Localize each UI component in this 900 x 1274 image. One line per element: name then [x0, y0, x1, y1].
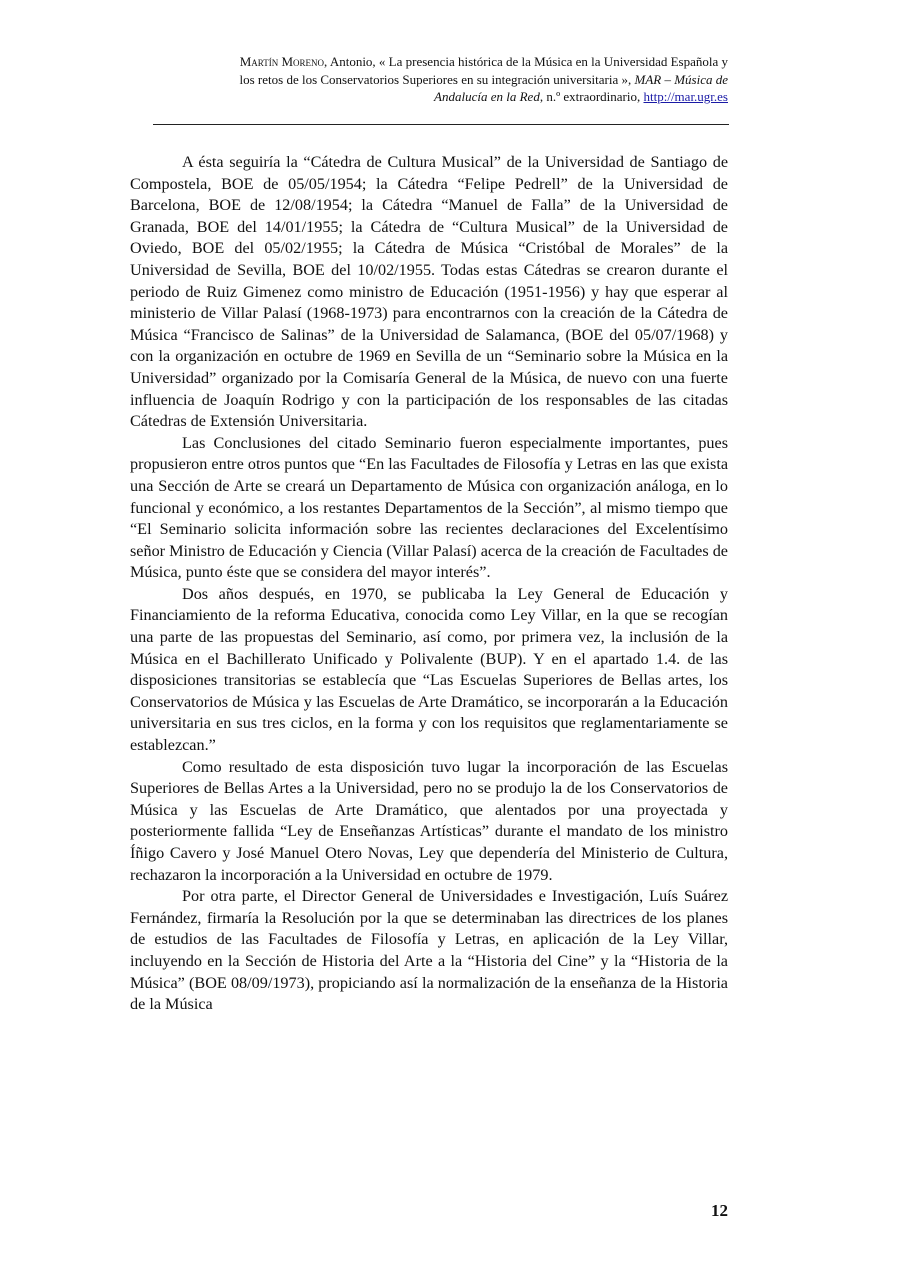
- header-url-link[interactable]: http://mar.ugr.es: [643, 89, 728, 104]
- body-text: [130, 152, 728, 1016]
- header-issue: , n.º extraordinario,: [539, 89, 644, 104]
- paragraph: Dos años después, en 1970, se publicaba la Ley General de Educación y Financiamiento de la reforma Educativa, conocida como Ley Villar, en la que se recogían una parte de las propuestas del Seminario, así como, por primera vez, la inclusión de la Música en el Bachillerato Unificado y Polivalente (BUP). Y en el apartado 1.4. de las disposiciones transitorias se establecía que “Las Escuelas Superiores de Bellas artes, los Conservatorios de Música y las Escuelas de Arte Dramático, se incorporarán a la Educación universitaria en sus tres ciclos, en la forma y con los requisitos que reglamentariamente se establezcan.”: [130, 584, 728, 755]
- paragraph: A ésta seguiría la “Cátedra de Cultura Musical” de la Universidad de Santiago de Compostela, BOE de 05/05/1954; la Cátedra “Felipe Pedrell” de la Universidad de Barcelona, BOE de 12/08/1954; la Cátedra “Manuel de Falla” de la Universidad de Granada, BOE del 14/01/1955; la Cátedra de “Cultura Musical” de la Universidad de Oviedo, BOE del 05/02/1955; la Cátedra de Música “Cristóbal de Morales” de la Universidad de Sevilla, BOE del 10/02/1955. Todas estas Cátedras se crearon durante el periodo de Ruiz Gimenez como ministro de Educación (1951-1956) y hay que esperar al ministerio de Villar Palasí (1968-1973) para encontrarnos con la creación de la Cátedra de Música “Francisco de Salinas” de la Universidad de Salamanca, (BOE del 05/07/1968) y con la organización en octubre de 1969 en Sevilla de un “Seminario sobre la Música en la Universidad” organizado por la Comisaría General de la Música, de nuevo con una fuerte influencia de Joaquín Rodrigo y con la participación de los responsables de las citadas Cátedras de Extensión Universitaria.: [130, 153, 728, 431]
- running-header: [150, 53, 728, 106]
- header-divider: [153, 124, 729, 125]
- header-journal-title: MAR – Música de: [634, 71, 728, 87]
- page-number: 12: [711, 1201, 728, 1220]
- header-author-surname: Martín Moreno: [239, 54, 325, 69]
- header-citation-line2: los retos de los Conservatorios Superiores en su integración universitaria »,: [239, 71, 635, 87]
- header-journal-subtitle: Andalucía en la Red: [434, 89, 540, 104]
- header-citation-line1: , Antonio, « La presencia histórica de la Música en la Universidad Española y: [324, 54, 728, 69]
- paragraph: Las Conclusiones del citado Seminario fueron especialmente importantes, pues propusieron entre otros puntos que “En las Facultades de Filosofía y Letras en las que exista una Sección de Arte se creará un Departamento de Música con organización análoga, en lo funcional y económico, a los restantes Departamentos de la Sección”, al mismo tiempo que “El Seminario solicita información sobre las recientes declaraciones del Excelentísimo señor Ministro de Educación y Ciencia (Villar Palasí) acerca de la creación de Facultades de Música, punto éste que se considera del mayor interés”.: [130, 433, 728, 582]
- paragraph: Por otra parte, el Director General de Universidades e Investigación, Luís Suárez Fernández, firmaría la Resolución por la que se determinaban las directrices de los planes de estudios de las Facultades de Filosofía y Letras, en aplicación de la Ley Villar, incluyendo en la Sección de Historia del Arte a la “Historia del Cine” y la “Historia de la Música” (BOE 08/09/1973), propiciando así la normalización de la enseñanza de la Historia de la Música: [130, 887, 728, 1014]
- paragraph: Como resultado de esta disposición tuvo lugar la incorporación de las Escuelas Superiores de Bellas Artes a la Universidad, pero no se produjo la de los Conservatorios de Música y las Escuelas de Arte Dramático, que alentados por una proyectada y posteriormente fallida “Ley de Enseñanzas Artísticas” durante el mandato de los ministro Íñigo Cavero y José Manuel Otero Novas, Ley que dependería del Ministerio de Cultura, rechazaron la incorporación a la Universidad en octubre de 1979.: [130, 757, 728, 884]
